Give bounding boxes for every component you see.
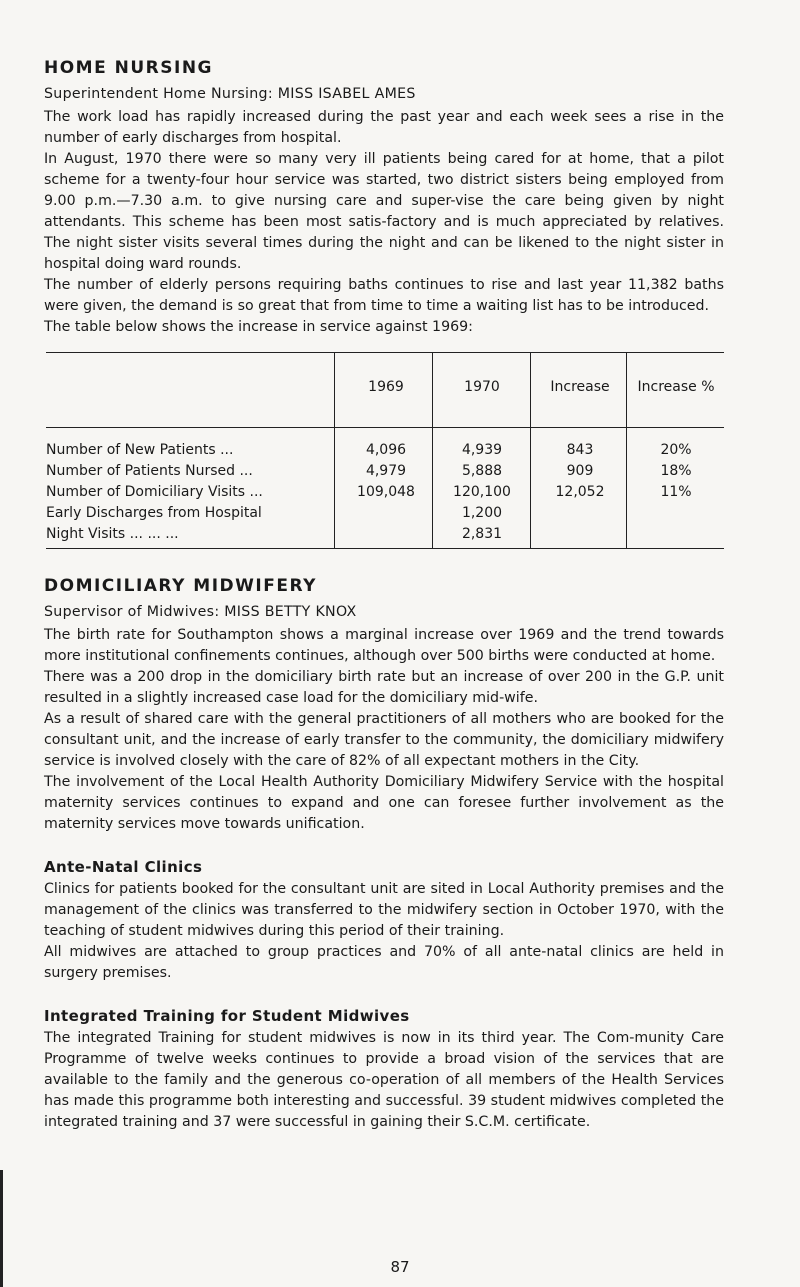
midwifery-paragraph-2: There was a 200 drop in the domiciliary birth rate but an increase of over 200 in the G.P. unit resulted in a slightly increased case load for the domiciliary mid-wife. [44,669,724,706]
cell-increase: 909 [566,463,594,479]
antenatal-paragraph-2: All midwives are attached to group practices and 70% of all ante-natal clinics are held in surgery premises. [44,944,724,981]
cell-increase: 12,052 [555,484,605,500]
scan-edge-mark [0,1170,3,1287]
antenatal-heading: Ante-Natal Clinics [44,858,203,876]
midwifery-paragraph-3: As a result of shared care with the general practitioners of all mothers who are booked for the consultant unit, and the increase of early transfer to the community, the domiciliary midwifery service is involved closely with the care of 82% of all expectant mothers in the City. [44,711,724,769]
supervisor-line: Supervisor of Midwives: MISS BETTY KNOX [44,604,357,620]
table-row [46,526,724,547]
antenatal-paragraph-1: Clinics for patients booked for the consultant unit are sited in Local Authority premises and the management of the clinics was transferred to the midwifery section in October 1970, with the teaching of student midwives during this period of their training. [44,881,724,939]
home-nursing-paragraph-2: In August, 1970 there were so many very ill patients being cared for at home, that a pilot scheme for a twenty-four hour service was started, two district sisters being employed from 9.00 p.m.—7.30 a.m. to give nursing care and super-vise the care being given by night attendants. This scheme has been most satis-factory and is much appreciated by relatives. The night sister visits several times during the night and can be likened to the night sister in hospital doing ward rounds. [44,151,724,272]
training-paragraph-1: The integrated Training for student midwives is now in its third year. The Com-munity Care Programme of twelve weeks continues to provide a broad vision of the services that are available to the family and the generous co-operation of all members of the Health Services has made this programme both interesting and successful. 39 student midwives completed the integrated training and 37 were successful in gaining their S.C.M. certificate. [44,1030,724,1130]
row-label: Night Visits ... ... ... [46,526,179,542]
row-label: Number of New Patients ... [46,442,234,458]
header-1970: 1970 [464,379,500,395]
home-nursing-paragraph-3: The number of elderly persons requiring baths continues to rise and last year 11,382 baths were given, the demand is so great that from time to time a waiting list has to be introduced. [44,277,724,314]
header-1969: 1969 [368,379,404,395]
table-row [46,484,724,505]
cell-1969: 109,048 [357,484,415,500]
midwifery-paragraph-4: The involvement of the Local Health Authority Domiciliary Midwifery Service with the hospital maternity services continues to expand and one can foresee further involvement as the maternity services move towards unification. [44,774,724,832]
cell-1970: 1,200 [461,505,503,521]
cell-percent: 20% [660,442,692,458]
header-increase-percent: Increase % [637,379,715,395]
service-increase-table [46,352,724,549]
midwifery-heading: DOMICILIARY MIDWIFERY [44,576,317,596]
table-header-rule [46,427,724,428]
table-row [46,505,724,526]
row-label: Early Discharges from Hospital [46,505,262,521]
cell-percent: 11% [660,484,692,500]
cell-1969: 4,096 [365,442,407,458]
cell-1970: 120,100 [453,484,511,500]
header-increase: Increase [550,379,610,395]
cell-increase: 843 [566,442,594,458]
document-page [44,58,724,1133]
cell-1969: 4,979 [365,463,407,479]
midwifery-paragraph-1: The birth rate for Southampton shows a marginal increase over 1969 and the trend towards more institutional confinements continues, although over 500 births were conducted at home. [44,627,724,664]
page-number: 87 [390,1258,410,1276]
table-row [46,442,724,463]
table-top-rule [46,352,724,353]
table-bottom-rule [46,548,724,549]
home-nursing-heading: HOME NURSING [44,58,213,78]
row-label: Number of Patients Nursed ... [46,463,253,479]
superintendent-line: Superintendent Home Nursing: MISS ISABEL AMES [44,86,416,102]
home-nursing-paragraph-1: The work load has rapidly increased during the past year and each week sees a rise in the number of early discharges from hospital. [44,109,724,146]
training-heading: Integrated Training for Student Midwives [44,1007,410,1025]
cell-1970: 5,888 [461,463,503,479]
cell-1970: 2,831 [461,526,503,542]
cell-1970: 4,939 [461,442,503,458]
table-row [46,463,724,484]
row-label: Number of Domiciliary Visits ... [46,484,263,500]
home-nursing-paragraph-4: The table below shows the increase in service against 1969: [44,319,473,335]
cell-percent: 18% [660,463,692,479]
